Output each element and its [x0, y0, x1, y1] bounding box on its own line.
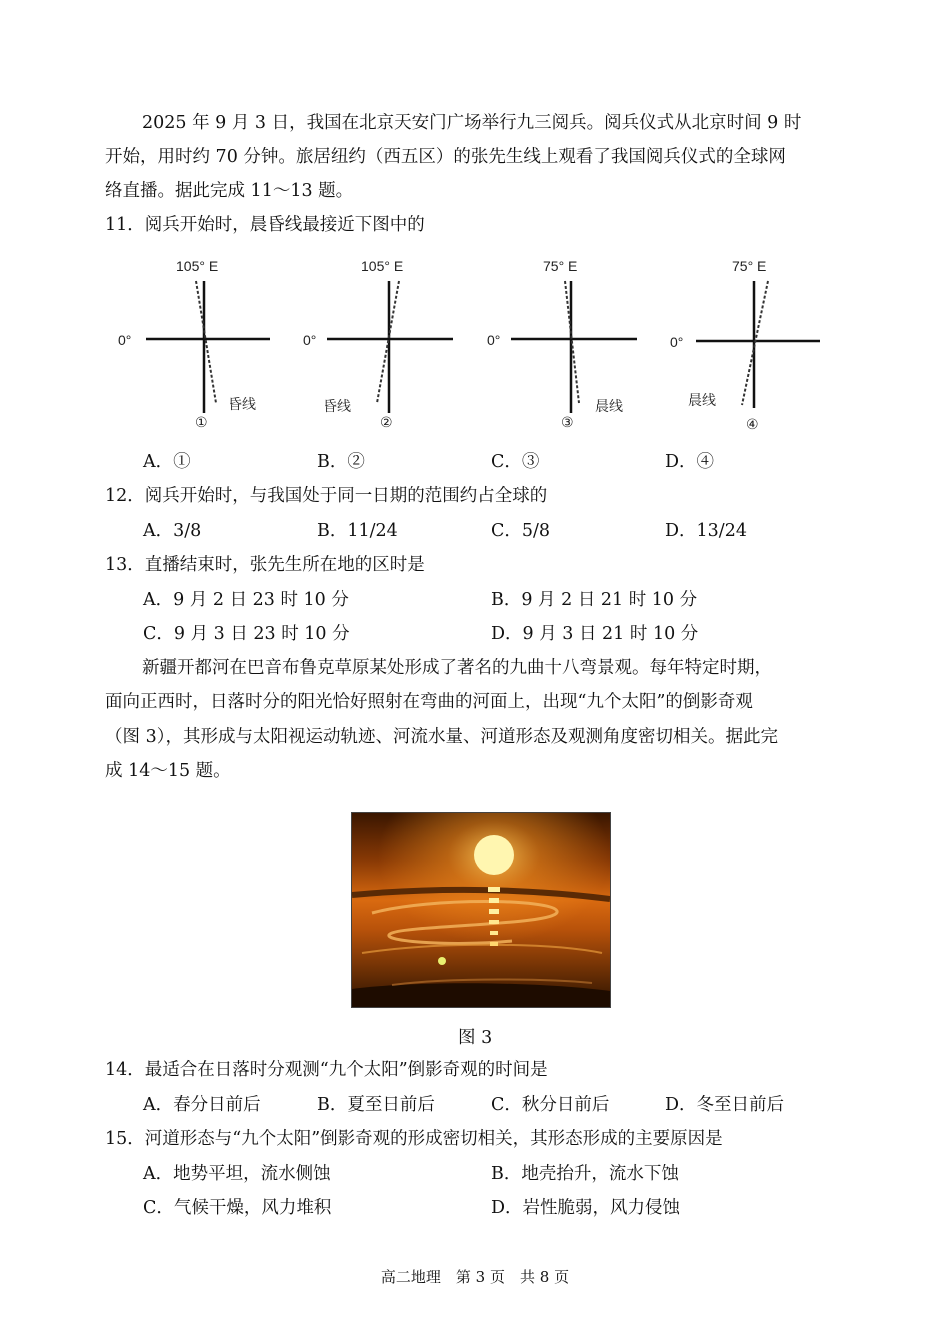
question-13-stem: 13．直播结束时，张先生所在地的区时是 — [105, 555, 425, 575]
diagram-1-terminator — [196, 281, 216, 403]
diagram-3-line-label: 晨线 — [595, 398, 623, 414]
diagram-4-meridian-label: 75° E — [732, 258, 767, 274]
question-15-stem: 15．河道形态与“九个太阳”倒影奇观的形成密切相关，其形态形成的主要原因是 — [105, 1129, 723, 1149]
question-12-stem: 12．阅兵开始时，与我国处于同一日期的范围约占全球的 — [105, 486, 548, 506]
diagram-4-line-label: 晨线 — [688, 392, 716, 408]
figure-3-caption: 图 3 — [458, 1028, 493, 1048]
q15-option-d: D．岩性脆弱，风力侵蚀 — [491, 1198, 681, 1218]
intro2-line-1: 新疆开都河在巴音布鲁克草原某处形成了著名的九曲十八弯景观。每年特定时期， — [142, 658, 772, 678]
q13-option-c: C．9 月 3 日 23 时 10 分 — [143, 624, 350, 644]
sunset-reflection-photo — [351, 812, 611, 1008]
diagram-1 — [112, 253, 272, 438]
q12-option-b: B．11/24 — [317, 521, 398, 541]
q12-option-d: D．13/24 — [665, 521, 747, 541]
q12-option-a: A．3/8 — [143, 521, 202, 541]
question-14-stem: 14．最适合在日落时分观测“九个太阳”倒影奇观的时间是 — [105, 1060, 548, 1080]
diagram-2-equator-label: 0° — [303, 332, 317, 348]
question-11-stem: 11．阅兵开始时，晨昏线最接近下图中的 — [105, 215, 425, 235]
diagram-3-equator-label: 0° — [487, 332, 501, 348]
q14-option-c: C．秋分日前后 — [491, 1095, 610, 1115]
diagram-2-meridian-label: 105° E — [361, 258, 404, 274]
q11-option-d: D．④ — [665, 452, 715, 472]
q15-option-a: A．地势平坦，流水侧蚀 — [143, 1164, 331, 1184]
diagram-1-number: ① — [195, 414, 208, 430]
intro1-line-2: 开始，用时约 70 分钟。旅居纽约（西五区）的张先生线上观看了我国阅兵仪式的全球网 — [105, 147, 786, 167]
diagram-1-line-label: 昏线 — [228, 396, 256, 412]
q11-option-c: C．③ — [491, 452, 540, 472]
q12-option-c: C．5/8 — [491, 521, 551, 541]
q13-option-a: A．9 月 2 日 23 时 10 分 — [143, 590, 349, 610]
q15-option-b: B．地壳抬升，流水下蚀 — [491, 1164, 679, 1184]
q11-option-a: A．① — [143, 452, 191, 472]
q14-option-a: A．春分日前后 — [143, 1095, 261, 1115]
diagram-4 — [666, 253, 826, 438]
diagram-1-meridian-label: 105° E — [176, 258, 219, 274]
q14-option-d: D．冬至日前后 — [665, 1095, 785, 1115]
diagram-3-meridian-label: 75° E — [543, 258, 578, 274]
page-footer: 高二地理 第 3 页 共 8 页 — [380, 1268, 570, 1286]
q13-option-d: D．9 月 3 日 21 时 10 分 — [491, 624, 699, 644]
q14-option-b: B．夏至日前后 — [317, 1095, 435, 1115]
q11-option-b: B．② — [317, 452, 365, 472]
q15-option-c: C．气候干燥，风力堆积 — [143, 1198, 332, 1218]
diagram-4-equator-label: 0° — [670, 334, 684, 350]
diagram-3-number: ③ — [561, 414, 574, 430]
diagram-2 — [297, 253, 457, 438]
diagram-1-equator-label: 0° — [118, 332, 132, 348]
intro2-line-3: （图 3），其形成与太阳视运动轨迹、河流水量、河道形态及观测角度密切相关。据此完 — [105, 727, 778, 747]
diagram-4-number: ④ — [746, 416, 759, 432]
intro1-line-1: 2025 年 9 月 3 日，我国在北京天安门广场举行九三阅兵。阅兵仪式从北京时间 9 时 — [142, 113, 802, 133]
diagram-3 — [481, 253, 641, 438]
sun — [474, 835, 514, 875]
diagram-2-number: ② — [380, 414, 393, 430]
intro2-line-4: 成 14～15 题。 — [105, 761, 231, 781]
intro2-line-2: 面向正西时，日落时分的阳光恰好照射在弯曲的河面上，出现“九个太阳”的倒影奇观 — [105, 692, 753, 712]
q13-option-b: B．9 月 2 日 21 时 10 分 — [491, 590, 698, 610]
intro1-line-3: 络直播。据此完成 11～13 题。 — [105, 181, 354, 201]
diagram-2-line-label: 昏线 — [323, 398, 351, 414]
